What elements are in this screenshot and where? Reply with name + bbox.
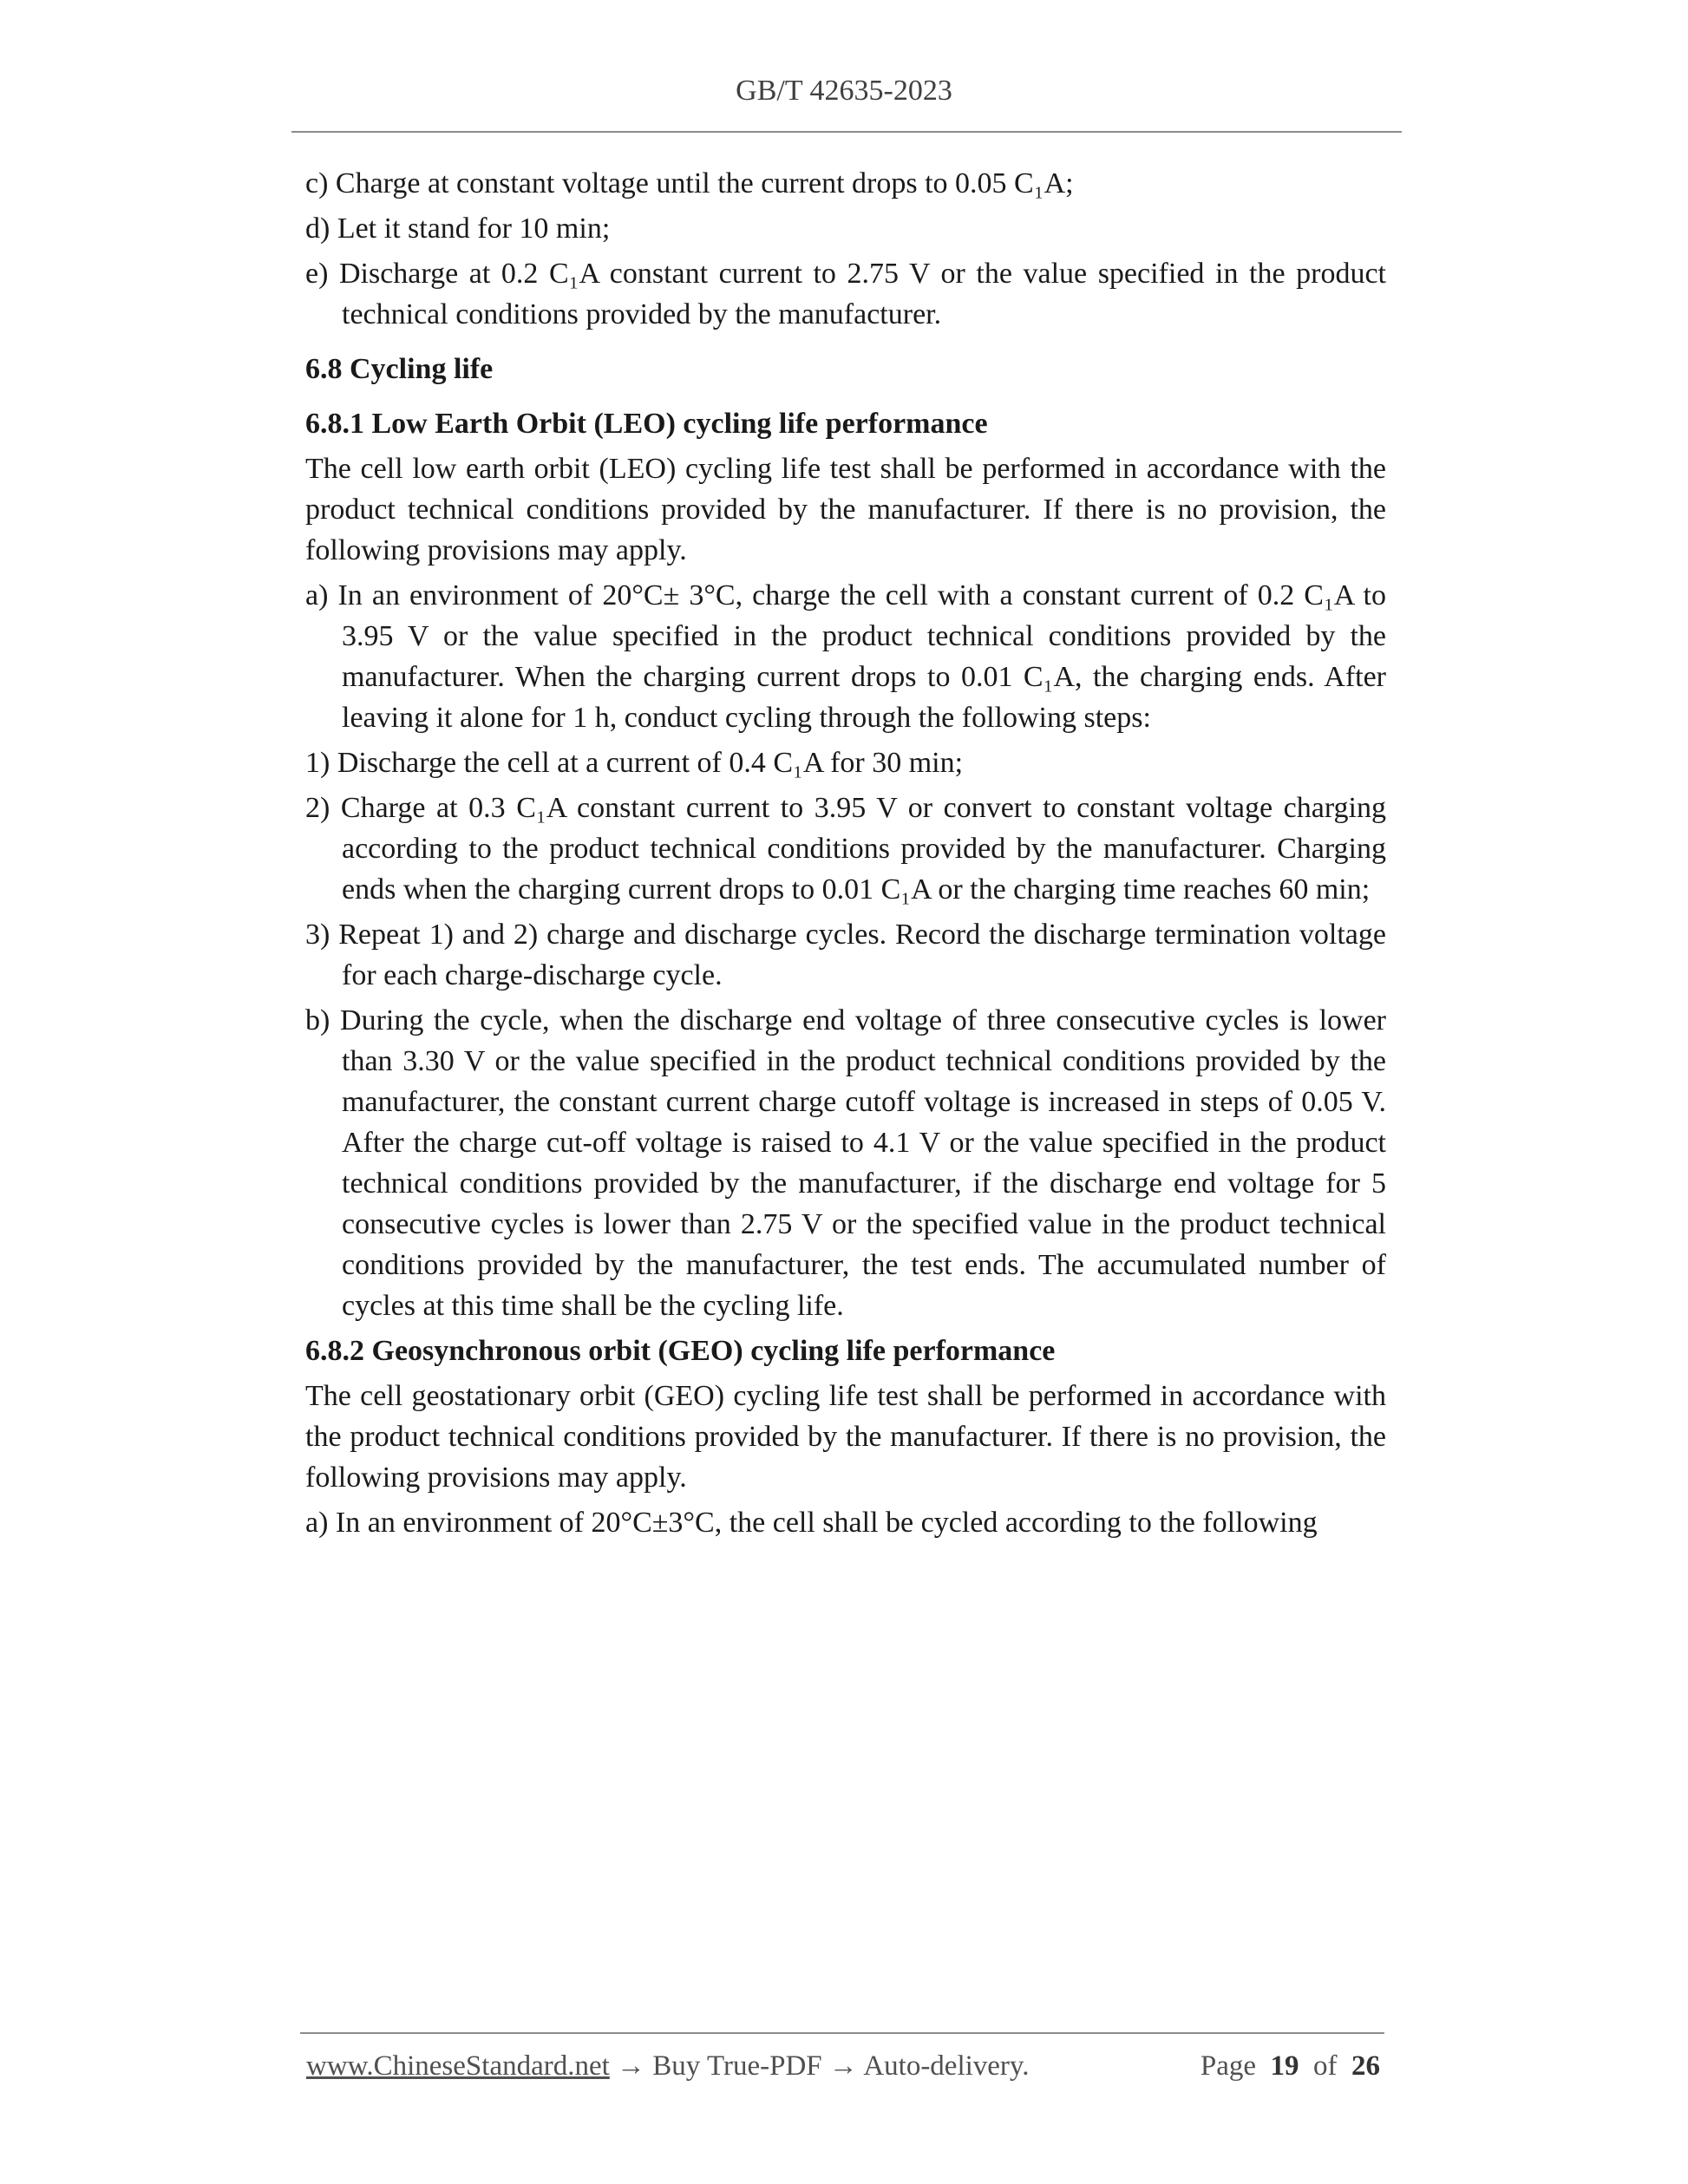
list-item-geo-a: a) In an environment of 20°C±3°C, the cell shall be cycled according to the following <box>305 1507 1318 1539</box>
list-item-leo-b: b) During the cycle, when the discharge end voltage of three consecutive cycles is lower than 3.30 V or the value specified in the product technical conditions provided by the manufacturer, the constant current charge cutoff voltage is increased in steps of 0.05 V. After the charge cut-off voltage is raised to 4.1 V or the value specified in the product technical conditions provided by the manufacturer, if the discharge end voltage for 5 consecutive cycles is lower than 2.75 V or the specified value in the product technical conditions provided by the manufacturer, the test ends. The accumulated number of cycles at this time shall be the cycling life. <box>305 1004 1386 1322</box>
footer-promo <box>306 2050 1030 2083</box>
buy-text: Buy True-PDF <box>652 2050 822 2082</box>
site-link[interactable]: www.ChineseStandard.net <box>306 2050 610 2082</box>
list-item-c: c) Charge at constant voltage until the current drops to 0.05 C₁A; <box>305 167 1074 199</box>
arrow-icon: → <box>821 2050 864 2082</box>
paragraph-geo-intro: The cell geostationary orbit (GEO) cycling life test shall be performed in accordance with the product technical conditions provided by the manufacturer. If there is no provision, the following provisions may apply. <box>305 1380 1386 1494</box>
list-item-e: e) Discharge at 0.2 C₁A constant current to 2.75 V or the value specified in the product technical conditions provided by the manufacturer. <box>305 258 1386 330</box>
page-header: GB/T 42635-2023 <box>736 75 952 107</box>
list-item-leo-a: a) In an environment of 20°C± 3°C, charge the cell with a constant current of 0.2 C₁A to 3.95 V or the value specified in the product technical conditions provided by the manufacturer. When the charging current drops to 0.01 C₁A, the charging ends. After leaving it alone for 1 h, conduct cycling through the following steps: <box>305 579 1386 734</box>
of-label: of <box>1313 2050 1338 2082</box>
page-number <box>1201 2050 1380 2083</box>
section-heading-6-8-2: 6.8.2 Geosynchronous orbit (GEO) cycling life performance <box>305 1335 1056 1367</box>
current-page: 19 <box>1270 2050 1299 2082</box>
section-heading-6-8: 6.8 Cycling life <box>305 353 494 385</box>
arrow-icon: → <box>609 2050 653 2082</box>
page-body <box>305 163 1386 1543</box>
list-item-d: d) Let it stand for 10 min; <box>305 213 611 245</box>
delivery-text: Auto-delivery. <box>863 2050 1030 2082</box>
footer-divider <box>300 2032 1384 2034</box>
section-heading-6-8-1: 6.8.1 Low Earth Orbit (LEO) cycling life performance <box>305 408 988 440</box>
page-label: Page <box>1200 2050 1256 2082</box>
header-divider <box>291 131 1402 133</box>
list-subitem-2: 2) Charge at 0.3 C₁A constant current to 3.95 V or convert to constant voltage charging according to the product technical conditions provided by the manufacturer. Charging ends when the charging current drops to 0.01 C₁A or the charging time reaches 60 min; <box>305 792 1386 906</box>
list-subitem-3: 3) Repeat 1) and 2) charge and discharge cycles. Record the discharge termination voltage for each charge-discharge cycle. <box>305 919 1386 991</box>
paragraph-leo-intro: The cell low earth orbit (LEO) cycling life test shall be performed in accordance with the product technical conditions provided by the manufacturer. If there is no provision, the following provisions may apply. <box>305 453 1386 566</box>
list-subitem-1: 1) Discharge the cell at a current of 0.4 C₁A for 30 min; <box>305 747 964 779</box>
total-pages: 26 <box>1351 2050 1380 2082</box>
